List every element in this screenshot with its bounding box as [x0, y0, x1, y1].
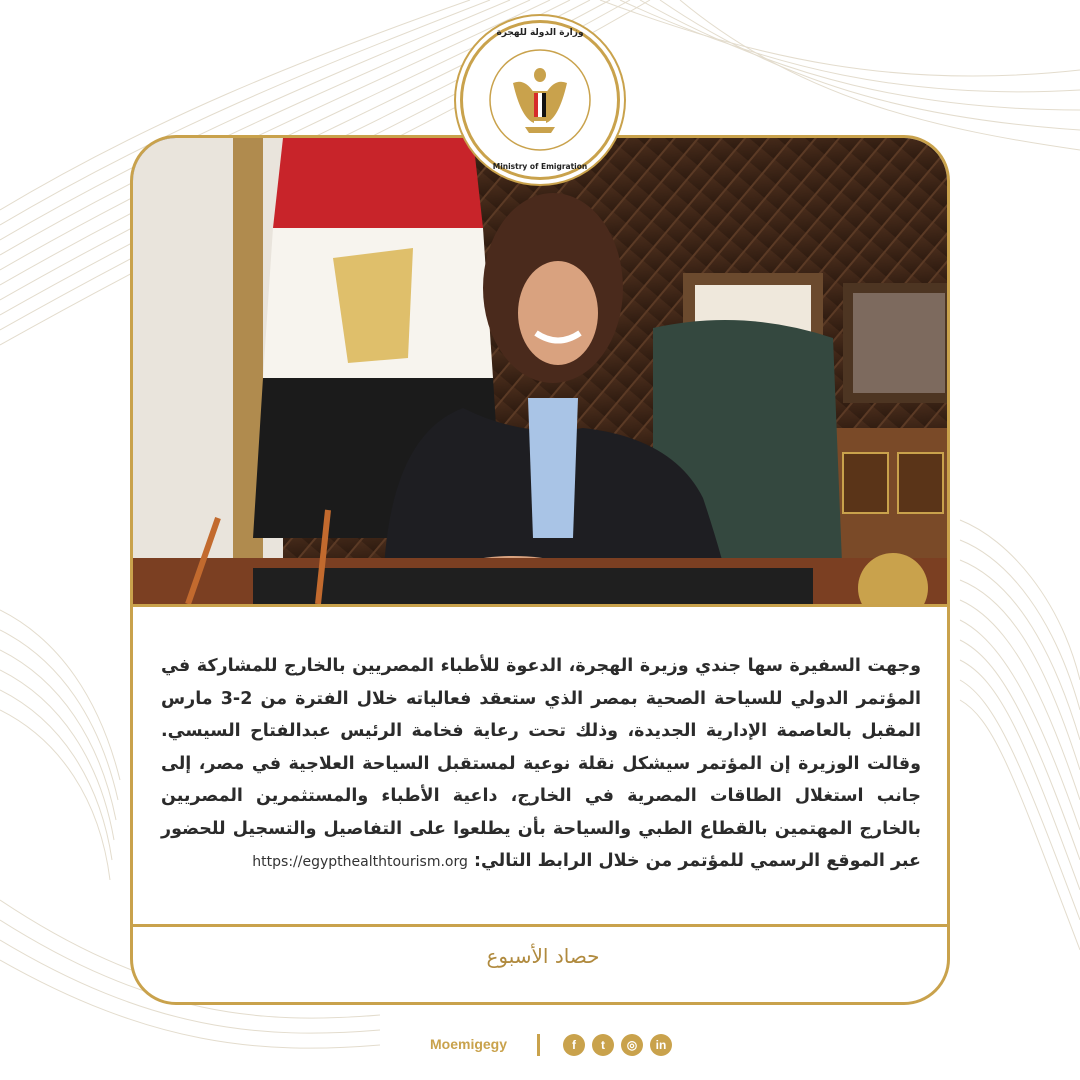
text-divider	[133, 924, 950, 927]
post-card	[130, 135, 950, 1005]
social-bar	[0, 1030, 1080, 1064]
post-text: وجهت السفيرة سها جندي وزيرة الهجرة، الدعوة للأطباء المصريين بالخارج للمشاركة في المؤتمر الدولي للسياحة الصحية بمصر الذي ستعقد فعالياته خلال الفترة من 2-3 مارس المقبل بالعاصمة الإدارية الجديدة، وذلك تحت رعاية فخامة الرئيس عبدالفتاح السيسي. وقالت الوزيرة إن المؤتمر سيشكل نقلة نوعية لمستقبل السياحة العلاجية في مصر، إلى جانب استغلال الطاقات المصرية في الخارج، داعية الأطباء والمستثمرين المصريين بالخارج المهتمين بالقطاع الطبي والسياحة بأن يطلعوا على التفاصيل والتسجيل للحضور عبر الموقع الرسمي للمؤتمر من خلال الرابط التالي:	[161, 656, 921, 871]
social-handle: Moemigegy	[430, 1036, 508, 1052]
svg-text:Ministry of Emigration: Ministry of Emigration	[492, 162, 588, 171]
facebook-icon[interactable]: f	[563, 1034, 585, 1056]
instagram-icon[interactable]: ◎	[621, 1034, 643, 1056]
post-body-text	[161, 650, 921, 879]
weekly-harvest-label: حصاد الأسبوع	[486, 944, 600, 968]
divider	[537, 1034, 540, 1056]
twitter-icon[interactable]: t	[592, 1034, 614, 1056]
linkedin-icon[interactable]: in	[650, 1034, 672, 1056]
photo-divider	[133, 604, 950, 607]
registration-link[interactable]: https://egypthealthtourism.org	[252, 854, 468, 870]
minister-photo	[133, 138, 950, 604]
ministry-seal-logo	[460, 20, 620, 180]
svg-text:وزارة الدولة للهجرة: وزارة الدولة للهجرة	[496, 28, 584, 38]
